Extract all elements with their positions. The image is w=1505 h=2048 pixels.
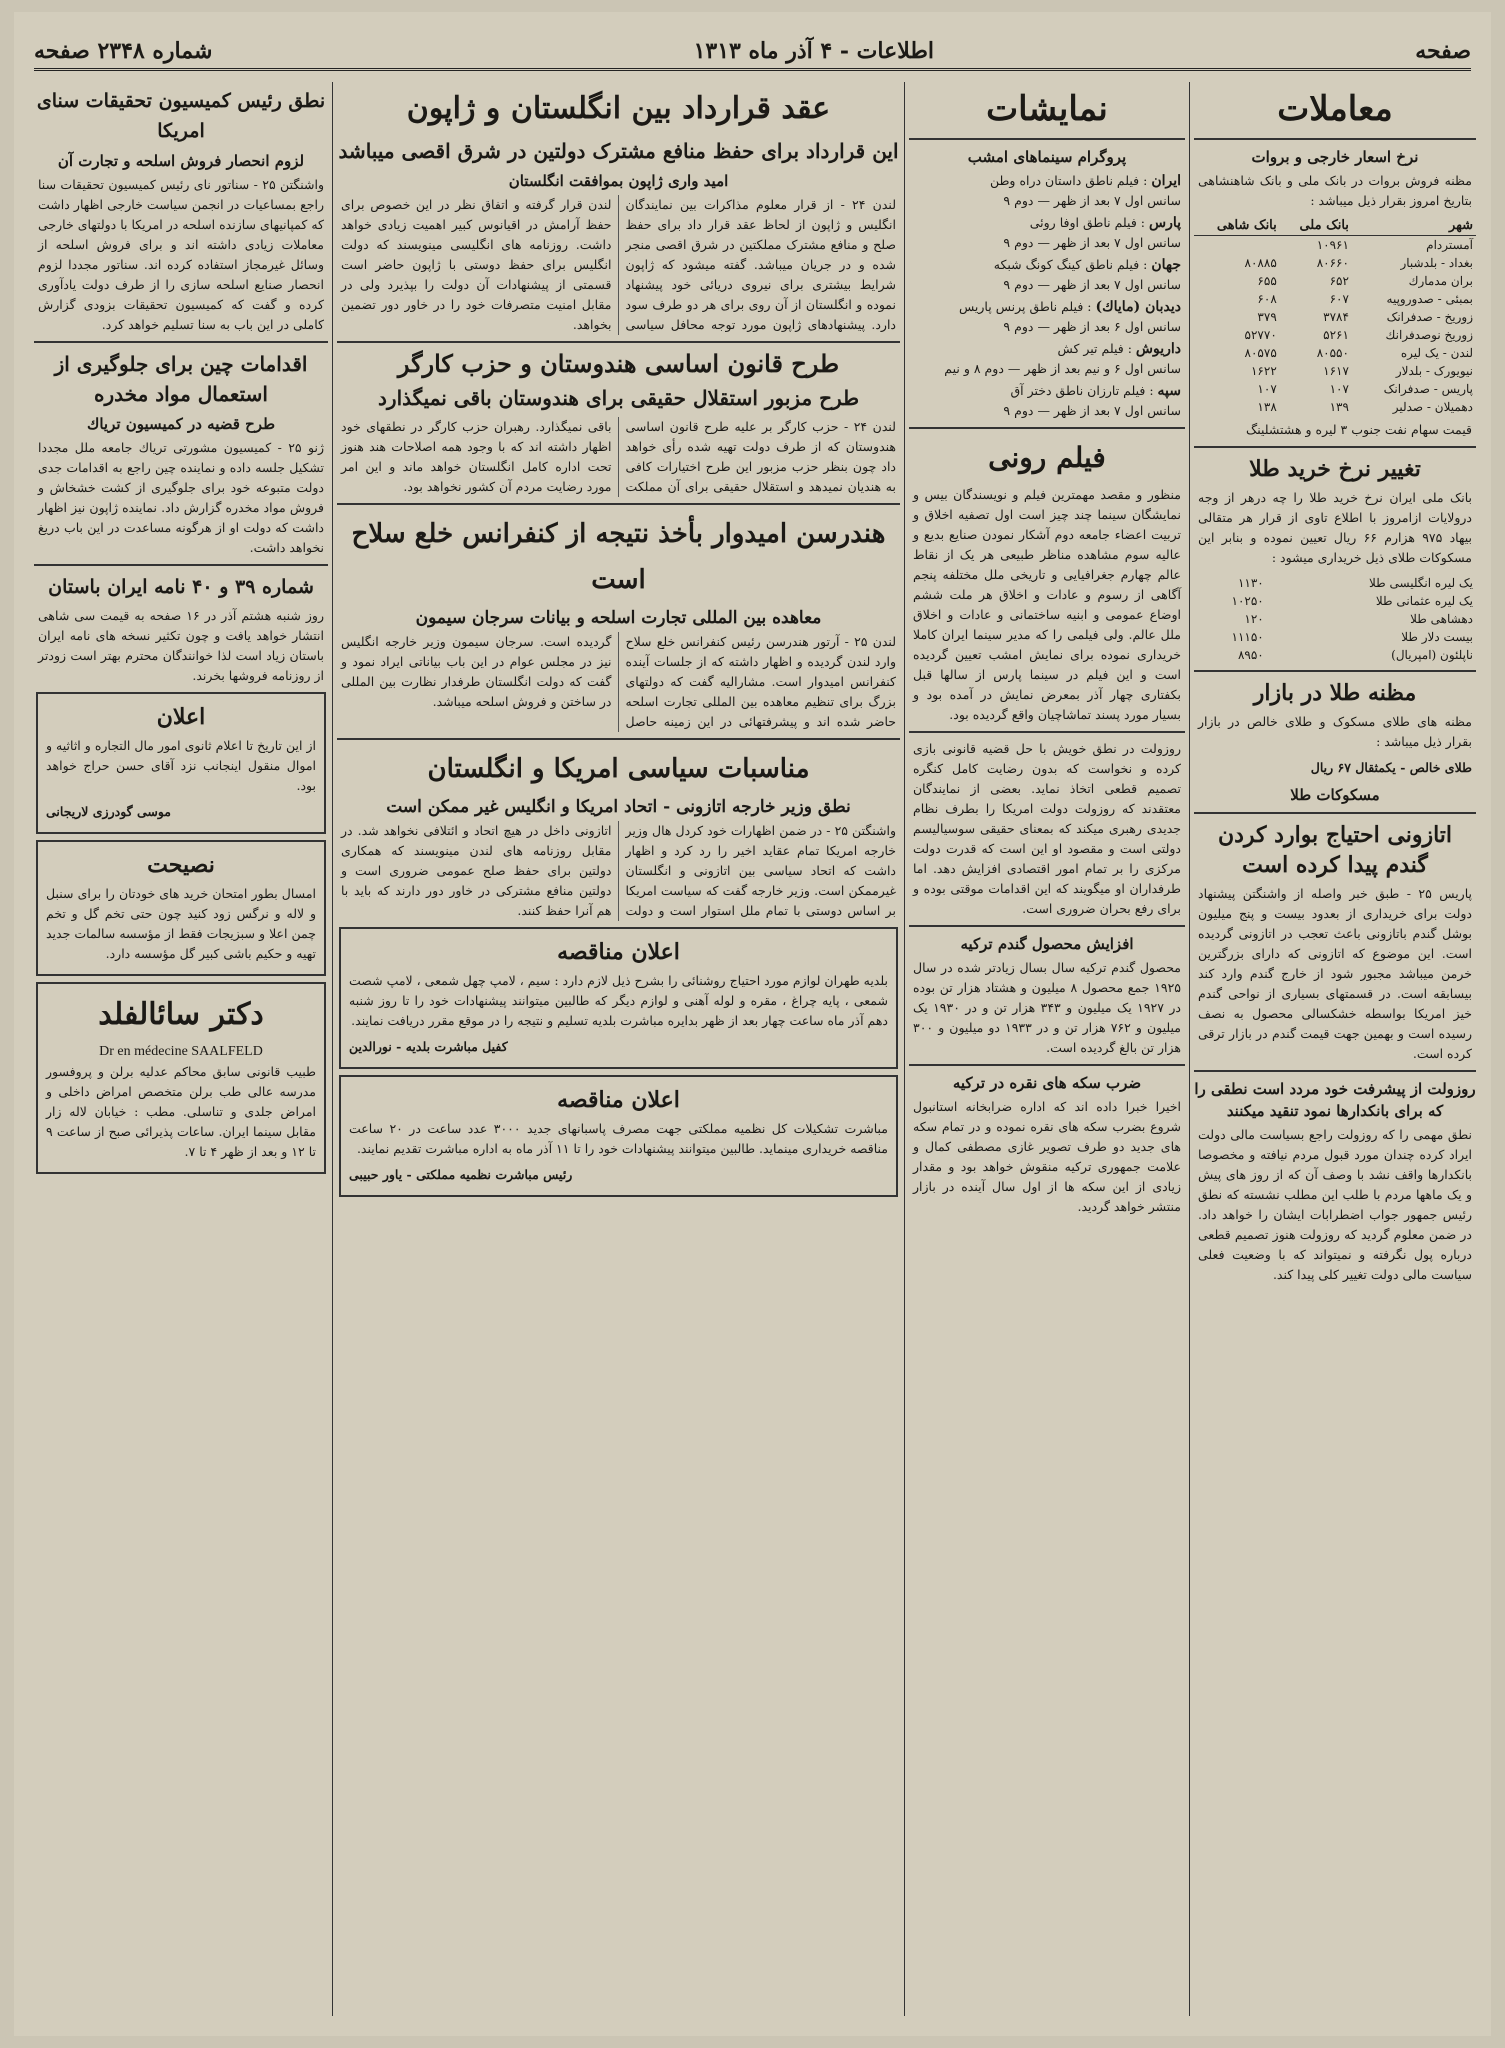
roosevelt-text: نطق مهمی را که روزولت راجع بسیاست مالی دولت ایراد کرده چندان مورد قبول مردم نیافته و مخصوصا بانکدارها واقف نشد با وصف آن که از روز های پیش و یک ماهها مردم با طلب این مطلب نشسته که نطق رئیس جمهور جواب اضطرابات ایشان را خواهد داد. در ضمن معلوم گردید که روزولت هنوز تصمیم قطعی درباره پول نگرفته و نمیتواند که با وضعیت فعلی سیاست مالی دولت تغییر کلی پیدا کند. [1198, 1127, 1472, 1282]
cinema-listing: دیدبان (مایاك) : فیلم ناطق پرنس پاریس سانس اول ۶ بعد از ظهر — دوم ۹ [958, 299, 1181, 334]
table-row: پاریس - صدفرانک ۱۰۷ ۱۰۷ [1257, 382, 1473, 396]
usa-heading: مناسبات سیاسی امریکا و انگلستان [427, 754, 810, 784]
gold-note: قیمت سهام نفت جنوب ۳ لیره و هشتشلینگ [1246, 422, 1472, 437]
cinema-listing: جهان : فیلم ناطق کینگ کونگ شبکه سانس اول ۷ بعد از ظهر — دوم ۹ [993, 257, 1181, 292]
ad-heading: اعلان [156, 704, 206, 730]
table-row: زوریخ - صدفرانک ۳۷۸۴ ۳۷۹ [1257, 310, 1473, 324]
column-misc [34, 82, 328, 2016]
cinema-listing: ایران : فیلم ناطق داستان دراه وطن سانس اول ۷ بعد از ظهر — دوم ۹ [989, 173, 1181, 208]
column-rule [1189, 82, 1190, 2016]
tender2-sign: رئیس مباشرت نظمیه مملکتی - یاور حبیبی [349, 1167, 573, 1182]
column-rule [904, 82, 905, 2016]
table-row: دهشاهی طلا ۱۲۰ [1244, 612, 1473, 626]
doctor-ad [36, 982, 326, 1174]
table-row: بمبئی - صدوروپیه ۶۰۷ ۶۰۸ [1257, 292, 1473, 306]
coin-text: اخیرا خبرا داده اند که اداره ضرابخانه استانبول شروع بضرب سکه های نقره نموده و در تمام سکه های جدید دو طرف تصویر غازی مصطفی کمال و علامت جمهوری ترکیه منقوش خواهد بود و مقدار زیادی از این سکه ها از اول سال آینده در بازار منتشر خواهد گردید. [913, 1099, 1181, 1214]
india-sub: طرح مزبور استقلال حقیقی برای هندوستان باقی نمیگذارد [378, 386, 859, 410]
tender-ad-1 [339, 927, 898, 1069]
column-rule [332, 82, 333, 2016]
column-transactions [1194, 82, 1476, 2016]
table-header: شهر [1352, 217, 1476, 236]
table-row: نیویورک - بلدلار ۱۶۱۷ ۱۶۲۲ [1250, 364, 1473, 378]
notice-ad [36, 692, 326, 834]
issue-heading: شماره ۳۹ و ۴۰ نامه ایران باستان [48, 576, 314, 598]
table-row: بران مدمارك ۶۵۲ ۶۵۵ [1257, 274, 1473, 288]
turkey-wheat-heading: افزایش محصول گندم ترکیه [960, 935, 1134, 953]
table-row: لندن - یک لیره ۸۰۵۵۰ ۸۰۵۷۵ [1244, 346, 1473, 360]
issue-text: روز شنبه هشتم آذر در ۱۶ صفحه به قیمت سی شاهی انتشار خواهد یافت و چون تکثیر نسخه های نامه ایران باستان زیاد است لذا خوانندگان محترم بهتر است زودتر از روزنامه فروشها بخرند. [38, 608, 324, 683]
rates-note: مظنه فروش بروات در بانک ملی و بانک شاهنشاهی بتاریخ امروز بقرار ذیل میباشد : [1198, 173, 1472, 208]
rates-table [1194, 217, 1476, 416]
column-shows [909, 82, 1185, 2016]
cinema-listing: سپه : فیلم تارزان ناطق دختر آق سانس اول ۷ بعد از ظهر — دوم ۹ [1003, 383, 1181, 418]
tender2-heading: اعلان مناقصه [557, 1087, 680, 1113]
main-text: لندن ۲۴ - از قرار معلوم مذاکرات بین نمایندگان انگلیس و ژاپون از لحاظ عقد قرار داد برای حفظ صلح و منافع مشترک مملکتین در شرق اقصی منجر شده و در جریان میباشد. گفته میشود که ژاپون شرایط بیشتری برای نیروی دریائی خود پیشنهاد نموده و انگلستان از آن روی برای هر دو طرف سود دارد. پیشنهادهای ژاپون مورد توجه محافل سیاسی لندن قرار گرفته و اتفاق نظر در این خصوص برای حفظ آرامش در اقیانوس کبیر اهمیت زیادی خواهد داشت. روزنامه های انگلیسی مینویسند که دولت انگلیس برای حفظ دوستی با ژاپون حاضر است قسمتی از پیشنهادات آن دولت را بپذیرد ولی در مقابل امنیت متصرفات خود را در خاور دور تضمین بخواهد. [341, 197, 897, 332]
table-header: بانک ملی [1280, 217, 1352, 236]
arms-text: لندن ۲۵ - آرتور هندرسن رئیس کنفرانس خلع سلاح وارد لندن گردیده و اظهار داشته که از جلسات آینده کنفرانس امیدوار است. مشارالیه گفت که دولتهای بزرگ برای تنظیم معاهده بین المللی تجارت اسلحه حاضر شده اند و پیشرفتهائی در این زمینه حاصل گردیده است. سرجان سیمون وزیر خارجه انگلیس نیز در مجلس عوام در این باب بیاناتی ایراد نمود و گفت که دولت انگلستان طرفدار نظارت بین المللی در ساختن و فروش اسلحه میباشد. [341, 634, 897, 729]
film-heading: فیلم رونی [988, 441, 1106, 474]
table-row: زوریخ نوصدفرانك ۵۲۶۱ ۵۲۷۷۰ [1244, 328, 1473, 342]
india-text: لندن ۲۴ - حزب کارگر بر علیه طرح قانون اساسی هندوستان که از طرف دولت تهیه شده رأی خواهد داد چون بنظر حزب مزبور این طرح اختیارات کافی به هندیان نمیدهد و استقلال حقیقی برای آن مملکت باقی نمیگذارد. رهبران حزب کارگر در نطقهای خود اظهار داشته اند که با وجود همه اصلاحات هند هنوز تحت اداره کامل انگلستان خواهد ماند و این امر مورد رضایت مردم آن کشور نخواهد بود. [341, 419, 896, 494]
india-heading: طرح قانون اساسی هندوستان و حزب کارگر [397, 349, 840, 378]
senate-text: واشنگتن ۲۵ - سناتور نای رئیس کمیسیون تحقیقات سنا راجع بمساعیات در انجمن سیاست خارجی اظهار داشت که کمپانیهای سازنده اسلحه در امریکا با دولتهای خارجی معاملات زیادی داشته اند و برای فروش اسلحه از وسائل غیرمجاز استفاده کرده اند. سناتور مجددا لزوم انحصار صنایع اسلحه سازی را از طرف دولت یادآوری کرده و گفت که کمیسیون تحقیقات بزودی گزارش کاملی در این باب به سنا تسلیم خواهد کرد. [38, 177, 325, 332]
table-row: یک لیره عثمانی طلا ۱۰۲۵۰ [1231, 594, 1473, 608]
main-subtitle: این قرارداد برای حفظ منافع مشترک دولتین در شرق اقصی میباشد [338, 139, 899, 163]
china-heading: اقدامات چین برای جلوگیری از استعمال مواد مخدره [54, 352, 308, 406]
arms-sub: معاهده بین المللی تجارت اسلحه و بیانات سرجان سیمون [415, 608, 822, 628]
coin-heading: ضرب سکه های نقره در ترکیه [952, 1074, 1142, 1092]
table-row: یک لیره انگلیسی طلا ۱۱۳۰ [1237, 576, 1473, 590]
cinema-listing: پارس : فیلم ناطق اوفا روئی سانس اول ۷ بعد از ظهر — دوم ۹ [1003, 215, 1181, 250]
arms-heading: هندرسن امیدوار بأخذ نتیجه از کنفرانس خلع سلاح است [351, 519, 886, 595]
tender1-text: بلدیه طهران لوازم مورد احتیاج روشنائی را بشرح ذیل لازم دارد : سیم ، لامپ چهل شمعی ، لامپ شصت شمعی ، پایه چراغ ، مقره و لوله آهنی و لوازم دیگر که طالبین میتوانند پیشنهادات خود را تا روز شنبه دهم آذر ماه ساعت چهار بعد از ظهر بدایره مباشرت بلدیه تسلیم و نتیجه را در موقع مقرر دریافت نمایند. [349, 973, 888, 1028]
roosevelt2-text: روزولت در نطق خویش با حل قضیه قانونی بازی کرده و نخواست که بدون رضایت کامل کنگره تصمیم قطعی اتخاذ نماید. بعضی از نمایندگان معتقدند که روزولت دولت امریکا را بطرف نظام جدیدی رهبری میکند که بمعنای حقیقی سوسیالیسم دولتی است و مقصود او این است که قدرت دولت مرکزی را بر تمام امور اقتصادی افزایش دهد. اما طرفداران او میگویند که این اقدامات موقتی بوده و برای رفع بحران ضروری است. [913, 741, 1181, 916]
section-title: نمایشات [986, 89, 1108, 129]
table-row: بغداد - بلدشبار ۸۰۶۶۰ ۸۰۸۸۵ [1244, 256, 1473, 270]
turkey-wheat-text: محصول گندم ترکیه سال بسال زیادتر شده در سال ۱۹۲۵ جمع محصول ۸ میلیون و هشتاد هزار تن بوده در ۱۹۲۷ یک میلیون و ۳۴۳ هزار تن و در ۱۹۳۰ یک میلیون و ۷۶۲ هزار تن و در ۱۹۳۳ دو میلیون و ۳۰۰ هزار تن بالغ گردیده است. [913, 960, 1182, 1055]
table-row: ناپلئون (امپریال) ۸۹۵۰ [1237, 648, 1473, 662]
advice-heading: نصیحت [147, 852, 215, 878]
doctor-heading: دکتر سائالفلد [98, 997, 264, 1032]
usa-text: واشنگتن ۲۵ - در ضمن اظهارات خود کردل هال وزیر خارجه امریکا تمام عقاید اخیر را رد کرد و اظهار داشت که اتحاد سیاسی بین اتازونی و انگلستان غیرممکن است. وزیر خارجه گفت که سیاست امریکا بر اساس دوستی با تمام ملل استوار است و دولت اتازونی داخل در هیچ اتحاد و ائتلافی نخواهد شد. در مقابل روزنامه های لندن مینویسند که همکاری دولتین برای حفظ صلح عمومی ضروری است و دولتین منافع مشترکی در خاور دور دارند که باید با هم آنرا حفظ کنند. [341, 823, 896, 918]
table-row: دهمیلان - صدلیر ۱۳۹ ۱۳۸ [1257, 400, 1473, 414]
change-heading: تغییر نرخ خرید طلا [1249, 456, 1421, 482]
tender1-sign: کفیل مباشرت بلدیه - نورالدین [349, 1039, 508, 1054]
bazaar-heading: مظنه طلا در بازار [1253, 680, 1417, 706]
table-header: بانک شاهی [1194, 217, 1280, 236]
china-sub: طرح قضیه در کمیسیون تریاك [86, 415, 276, 433]
column-main-news [337, 82, 900, 2016]
bazaar-text: مظنه های طلای مسکوک و طلای خالص در بازار بقرار ذیل میباشد : [1198, 714, 1472, 749]
tender2-text: مباشرت تشکیلات کل نظمیه مملکتی جهت مصرف پاسبانهای جدید ۳۰۰۰ عدد ساعت در ۲۰ ساعت مناقصه خریداری مینماید. طالبین میتوانند پیشنهادات خود را تا ۱۱ آذر ماه به اداره مباشرت تقدیم نمایند. [349, 1121, 888, 1156]
cinema-listing: داریوش : فیلم تیر کش سانس اول ۶ و نیم بعد از ظهر — دوم ۸ و نیم [944, 341, 1181, 376]
coins-table [1194, 574, 1476, 664]
film-text: منظور و مقصد مهمترین فیلم و نویسندگان بیس و نمایشگان سینما چند چیز است اول تصفیه اخلاق و تربیت اعضاء جامعه دوم آشکار نمودن صنایع بدیع و عالیه سوم مشاهده مناظر طبیعی هر یک از نقاط عالم چهارم جغرافیایی و تاریخی ملل مختلفه پنجم آگاهی از رسوم و عادات و اخلاق هر ملت ششم اوضاع عمومی و ابنیه ساختمانی و عادات و اخلاق ملل عالم. ولی فیلمی را که مدیر سینما ایران کاملا خریداری نموده برای نمایش امشب تعیین گردیده است و این فیلم در سینما پارس از سالها قبل بکفتاری چهار آذر بمعرض نمایش در آمده بود و بسیار مورد پسند تماشاچیان واقع گردیده بود. [913, 487, 1181, 722]
page-header [34, 34, 1471, 71]
wheat-heading: اتازونی احتیاج بوارد کردن گندم پیدا کرده است [1217, 822, 1453, 878]
ad-text: از این تاریخ تا اعلام ثانوی امور مال التجاره و اثاثیه و اموال منقول اینجانب نزد آقای حسن حراج خواهد بود. [46, 738, 316, 793]
tender-ad-2 [339, 1075, 898, 1197]
tender1-heading: اعلان مناقصه [557, 939, 680, 965]
china-text: ژنو ۲۵ - کمیسیون مشورتی تریاك جامعه ملل مجددا تشکیل جلسه داده و نماینده چین راجع به اقدامات جدی دولت متبوعه خود برای جلوگیری از کشت خشخاش و فروش مواد مخدره گزارش داد. نماینده ژاپون نیز اظهار داشت که دولت او از هرگونه مساعدت در این باب دریغ نخواهد داشت. [38, 440, 324, 555]
main-sub2: امید واری ژاپون بموافقت انگلستان [508, 172, 729, 190]
senate-heading: نطق رئیس کمیسیون تحقیقات سنای امریکا [36, 90, 326, 142]
change-text: بانک ملی ایران نرخ خرید طلا را چه درهر از وجه درولایات ازامروز با اطلاع تاوی از قرار هر متقالی بیهاد ۹۷۵ هزارم ۶۶ ریال تعیین نموده و بنابر این مسکوکات طلای ذیل خریداری میشود : [1198, 490, 1472, 565]
advice-text: امسال بطور امتحان خرید های خودتان را برای سنبل و لاله و نرگس زود کنید چون حتی تخم گل و تخم چمن اعلا و سبزیجات فقط از مؤسسه سالمات جدید تهیه و حکیم باشی کبیر گل مؤسسه دارد. [46, 886, 316, 961]
ad-sign: موسی گودرزی لاریجانی [46, 804, 171, 819]
rates-heading: نرخ اسعار خارجی و بروات [1251, 148, 1419, 166]
wheat-text: پاریس ۲۵ - طبق خبر واصله از واشنگتن پیشنهاد دولت برای خریداری از بعدود بیست و پنج میلیون بوشل گندم باتازونی باعث تعجب در اتازونی گردیده است. این موضوع که اتازونی که دارای بزرگترین خرمن میباشد مجبور شود از خارج گندم وارد کند بیسابقه است. در قسمتهای بسیاری از نواحی گندم خیز امریکا بواسطه خشکسالی محصول به نصف رسیده است و بهمین جهت قیمت گندم در بازار ترقی کرده است. [1198, 886, 1472, 1061]
doctor-latin: Dr en médecine SAALFELD [99, 1044, 263, 1059]
header-left: شماره ۲۳۴۸ صفحه [34, 38, 213, 64]
section-title: معاملات [1277, 89, 1393, 129]
advice-ad [36, 840, 326, 976]
main-headline: عقد قرارداد بین انگلستان و ژاپون [406, 91, 831, 126]
table-row: آمستردام ۱۰۹۶۱ [1316, 238, 1473, 252]
table-row: بیست دلار طلا ۱۱۱۵۰ [1231, 630, 1473, 644]
header-center: اطلاعات - ۴ آذر ماه ۱۳۱۳ [693, 38, 934, 64]
doctor-text: طبیب قانونی سابق محاکم عدلیه برلن و پروفسور مدرسه عالی طب برلن متخصص امراض داخلی و امراض جلدی و تناسلی. مطب : خیابان لاله زار مقابل سینما ایران. ساعات پذیرائی صبح از ساعت ۹ تا ۱۲ و بعد از ظهر ۴ تا ۷. [46, 1064, 316, 1159]
newspaper-page [14, 12, 1491, 2036]
pure-gold: طلای خالص - یکمثقال ۶۷ ریال [1310, 760, 1472, 775]
header-right: صفحه [1415, 38, 1471, 64]
program-heading: پروگرام سینماهای امشب [967, 148, 1127, 166]
usa-sub: نطق وزیر خارجه اتازونی - اتحاد امریکا و انگلیس غیر ممکن است [386, 797, 851, 817]
coined-gold: مسکوکات طلا [1290, 786, 1380, 804]
senate-sub: لزوم انحصار فروش اسلحه و تجارت آن [57, 152, 305, 170]
roosevelt-heading: روزولت از پیشرفت خود مردد است نطقی را که برای بانکدارها نمود تنقید میکنند [1194, 1080, 1476, 1120]
